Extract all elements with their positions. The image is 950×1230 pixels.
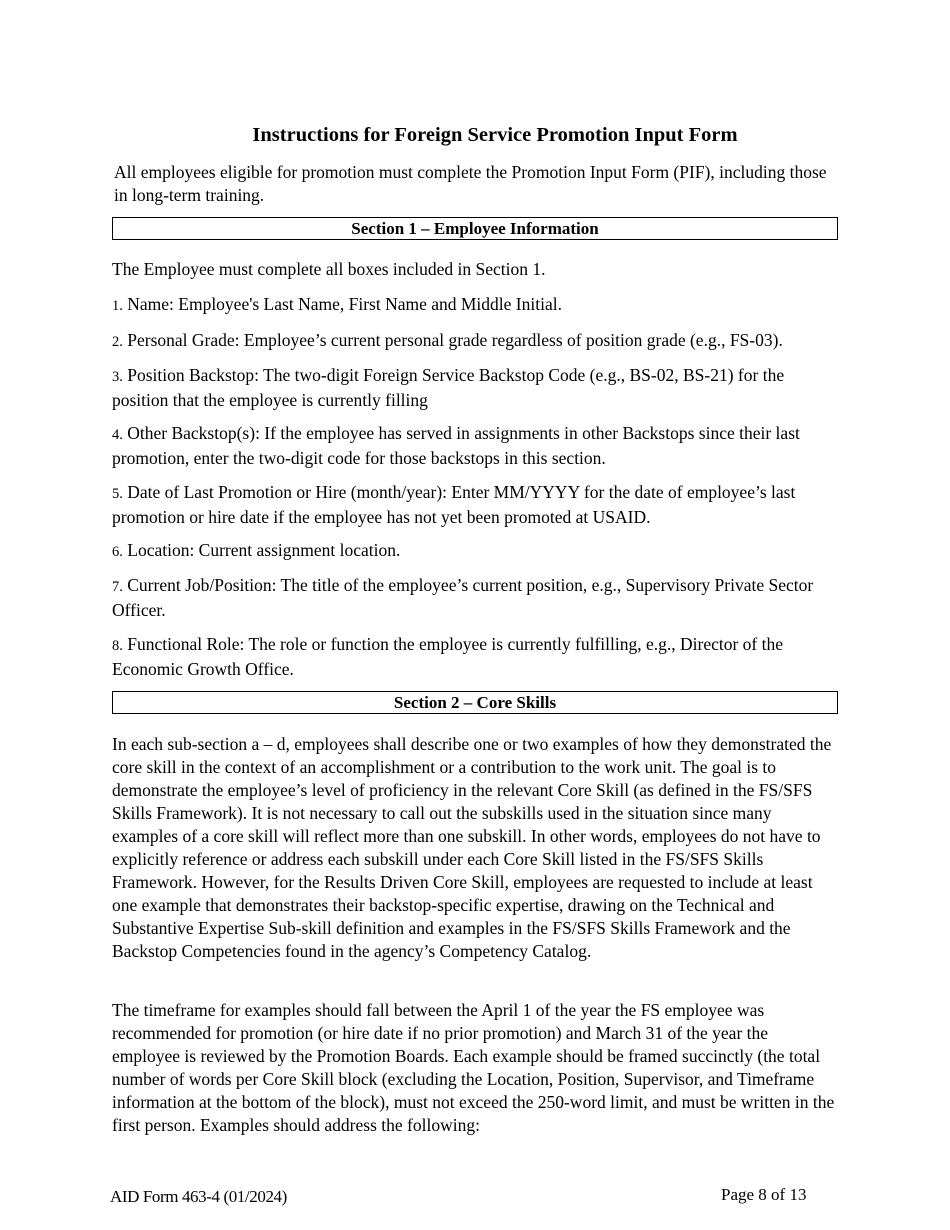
list-item-other-backstops [112,422,837,470]
list-item-current-job [112,574,837,622]
item-number: 2. [112,334,123,350]
item-number: 7. [112,579,123,595]
list-item-position-backstop [112,364,837,412]
section-2-paragraph-timeframe: The timeframe for examples should fall between the April 1 of the year the FS employee was recommended for promotion (or hire date if no prior promotion) and March 31 of the year the employee is reviewed by the Promotion Boards. Each example should be framed succinctly (the total number of words per Core Skill block (excluding the Location, Position, Supervisor, and Timeframe information at the bottom of the block), must not exceed the 250-word limit, and must be written in the first person. Examples should address the following: [112,1000,835,1135]
item-text: Name: Employee's Last Name, First Name and Middle Initial. [127,294,562,314]
item-text: Functional Role: The role or function the employee is currently fulfilling, e.g., Director of the Economic Growth Office. [112,634,783,679]
section-1-header: Section 1 – Employee Information [112,217,838,240]
footer-form-id: AID Form 463-4 (01/2024) [110,1187,287,1206]
item-number: 4. [112,427,123,443]
item-text: Personal Grade: Employee’s current personal grade regardless of position grade (e.g., FS-03). [127,330,783,350]
item-text: Position Backstop: The two-digit Foreign Service Backstop Code (e.g., BS-02, BS-21) for the position that the employee is currently filling [112,365,785,410]
list-item-name [112,293,837,318]
footer-page-number: Page 8 of 13 [721,1185,807,1204]
item-text: Other Backstop(s): If the employee has served in assignments in other Backstops since their last promotion, enter the two-digit code for those backstops in this section. [112,423,800,468]
item-text: Current Job/Position: The title of the employee’s current position, e.g., Supervisory Private Sector Officer. [112,575,814,620]
list-item-last-promotion-date [112,481,837,529]
list-item-location [112,539,837,564]
list-item-functional-role [112,633,837,681]
page-title: Instructions for Foreign Service Promotion Input Form [252,124,738,146]
item-text: Location: Current assignment location. [127,540,401,560]
intro-paragraph: All employees eligible for promotion must complete the Promotion Input Form (PIF), including those in long-term training. [114,162,827,205]
item-number: 5. [112,486,123,502]
item-number: 3. [112,369,123,385]
item-number: 1. [112,298,123,314]
item-number: 8. [112,638,123,654]
item-number: 6. [112,544,123,560]
section-2-paragraph-core-skills: In each sub-section a – d, employees shall describe one or two examples of how they demonstrated the core skill in the context of an accomplishment or a contribution to the work unit. The goal is to demonstrate the employee’s level of proficiency in the relevant Core Skill (as defined in the FS/SFS Skills Framework). It is not necessary to call out the subskills used in the situation since many examples of a core skill will reflect more than one subskill. In other words, employees do not have to explicitly reference or address each subskill under each Core Skill listed in the FS/SFS Skills Framework. However, for the Results Driven Core Skill, employees are requested to include at least one example that demonstrates their backstop-specific expertise, drawing on the Technical and Substantive Expertise Sub-skill definition and examples in the FS/SFS Skills Framework and the Backstop Competencies found in the agency’s Competency Catalog. [112,734,832,961]
section-1-lead: The Employee must complete all boxes included in Section 1. [112,259,546,279]
item-text: Date of Last Promotion or Hire (month/year): Enter MM/YYYY for the date of employee’s last promotion or hire date if the employee has not yet been promoted at USAID. [112,482,796,527]
list-item-personal-grade [112,329,837,354]
section-2-header: Section 2 – Core Skills [112,691,838,714]
